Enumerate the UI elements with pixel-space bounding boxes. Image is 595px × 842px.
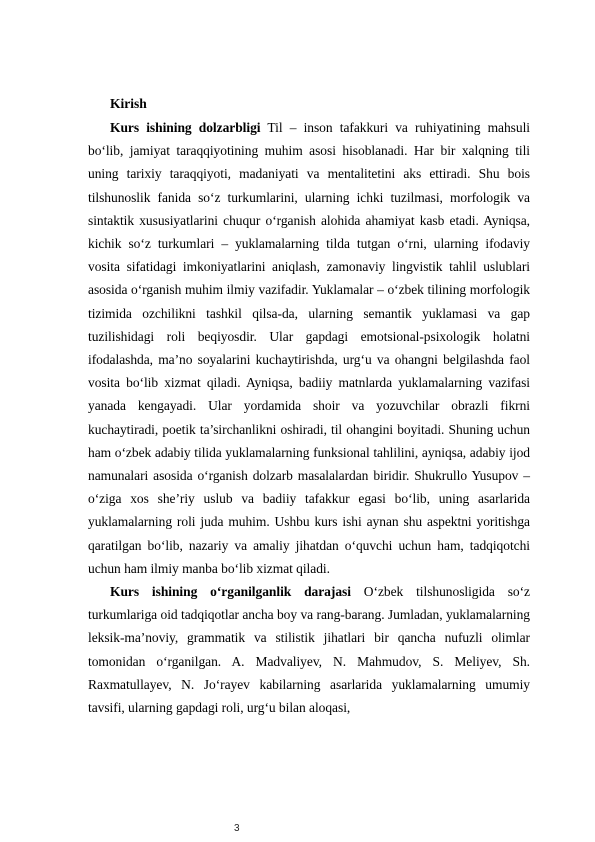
paragraph-body-relevance: Til – inson tafakkuri va ruhiyatining mahsuli bo‘lib, jamiyat taraqqiyotining muhim asosi hisoblanadi. Har bir xalqning tili uning tarixiy taraqqiyoti, madaniyati va mentalitetini aks ettiradi. Shu bois tilshunoslik fanida so‘z turkumlarini, ularning ichki tuzilmasi, morfologik va sintaktik xususiyatlarini chuqur o‘rganish alohida ahamiyat kasb etadi. Ayniqsa, kichik so‘z turkumlari – yuklamalarning tilda tutgan o‘rni, ularning ifodaviy vosita sifatidagi imkoniyatlarini aniqlash, zamonaviy lingvistik tahlil uslublari asosida o‘rganish muhim ilmiy vazifadir. Yuklamalar – o‘zbek tilining morfologik tizimida ozchilikni tashkil qilsa-da, ularning semantik yuklamasi va gap tuzilishidagi roli beqiyosdir. Ular gapdagi emotsional-psixologik holatni ifodalashda, ma’no soyalarini kuchaytirishda, urg‘u va ohangni belgilashda faol vosita bo‘lib xizmat qiladi. Ayniqsa, badiiy matnlarda yuklamalarning vazifasi yanada kengayadi. Ular yordamida shoir va yozuvchilar obrazli fikrni kuchaytiradi, poetik ta’sirchanlikni oshiradi, til ohangini boyitadi. Shuning uchun ham o‘zbek adabiy tilida yuklamalarning funksional tahlilini, ayniqsa, adabiy ijod namunalari asosida o‘rganish dolzarb masalalardan biridir. Shukrullo Yusupov – o‘ziga xos she’riy uslub va badiiy tafakkur egasi bo‘lib, uning asarlarida yuklamalarning roli juda muhim. Ushbu kurs ishi aynan shu aspektni yoritishga qaratilgan bo‘lib, nazariy va amaliy jihatdan o‘quvchi uchun ham, tadqiqotchi uchun ham ilmiy manba bo‘lib xizmat qiladi. bbox=[88, 120, 530, 576]
paragraph-lead-study-level: Kurs ishining o‘rganilganlik darajasi bbox=[110, 584, 351, 600]
paragraph-lead-relevance: Kurs ishining dolzarbligi bbox=[110, 120, 261, 135]
page-number: 3 bbox=[234, 823, 240, 834]
document-page bbox=[88, 93, 530, 719]
paragraph-relevance bbox=[88, 116, 530, 580]
section-heading: Kirish bbox=[110, 96, 147, 111]
paragraph-body-study-level: O‘zbek tilshunosligida so‘z turkumlariga oid tadqiqotlar ancha boy va rang-barang. Jumladan, yuklamalarning leksik-ma’noviy, grammatik va stilistik jihatlari bir qancha nufuzli olimlar tomonidan o‘rganilgan. A. Madvaliyev, N. Mahmudov, S. Meliyev, Sh. Raxmatullayev, N. Jo‘rayev kabilarning asarlarida yuklamalarning umumiy tavsifi, ularning gapdagi roli, urg‘u bilan aloqasi, bbox=[88, 584, 530, 716]
paragraph-study-level bbox=[88, 580, 530, 719]
